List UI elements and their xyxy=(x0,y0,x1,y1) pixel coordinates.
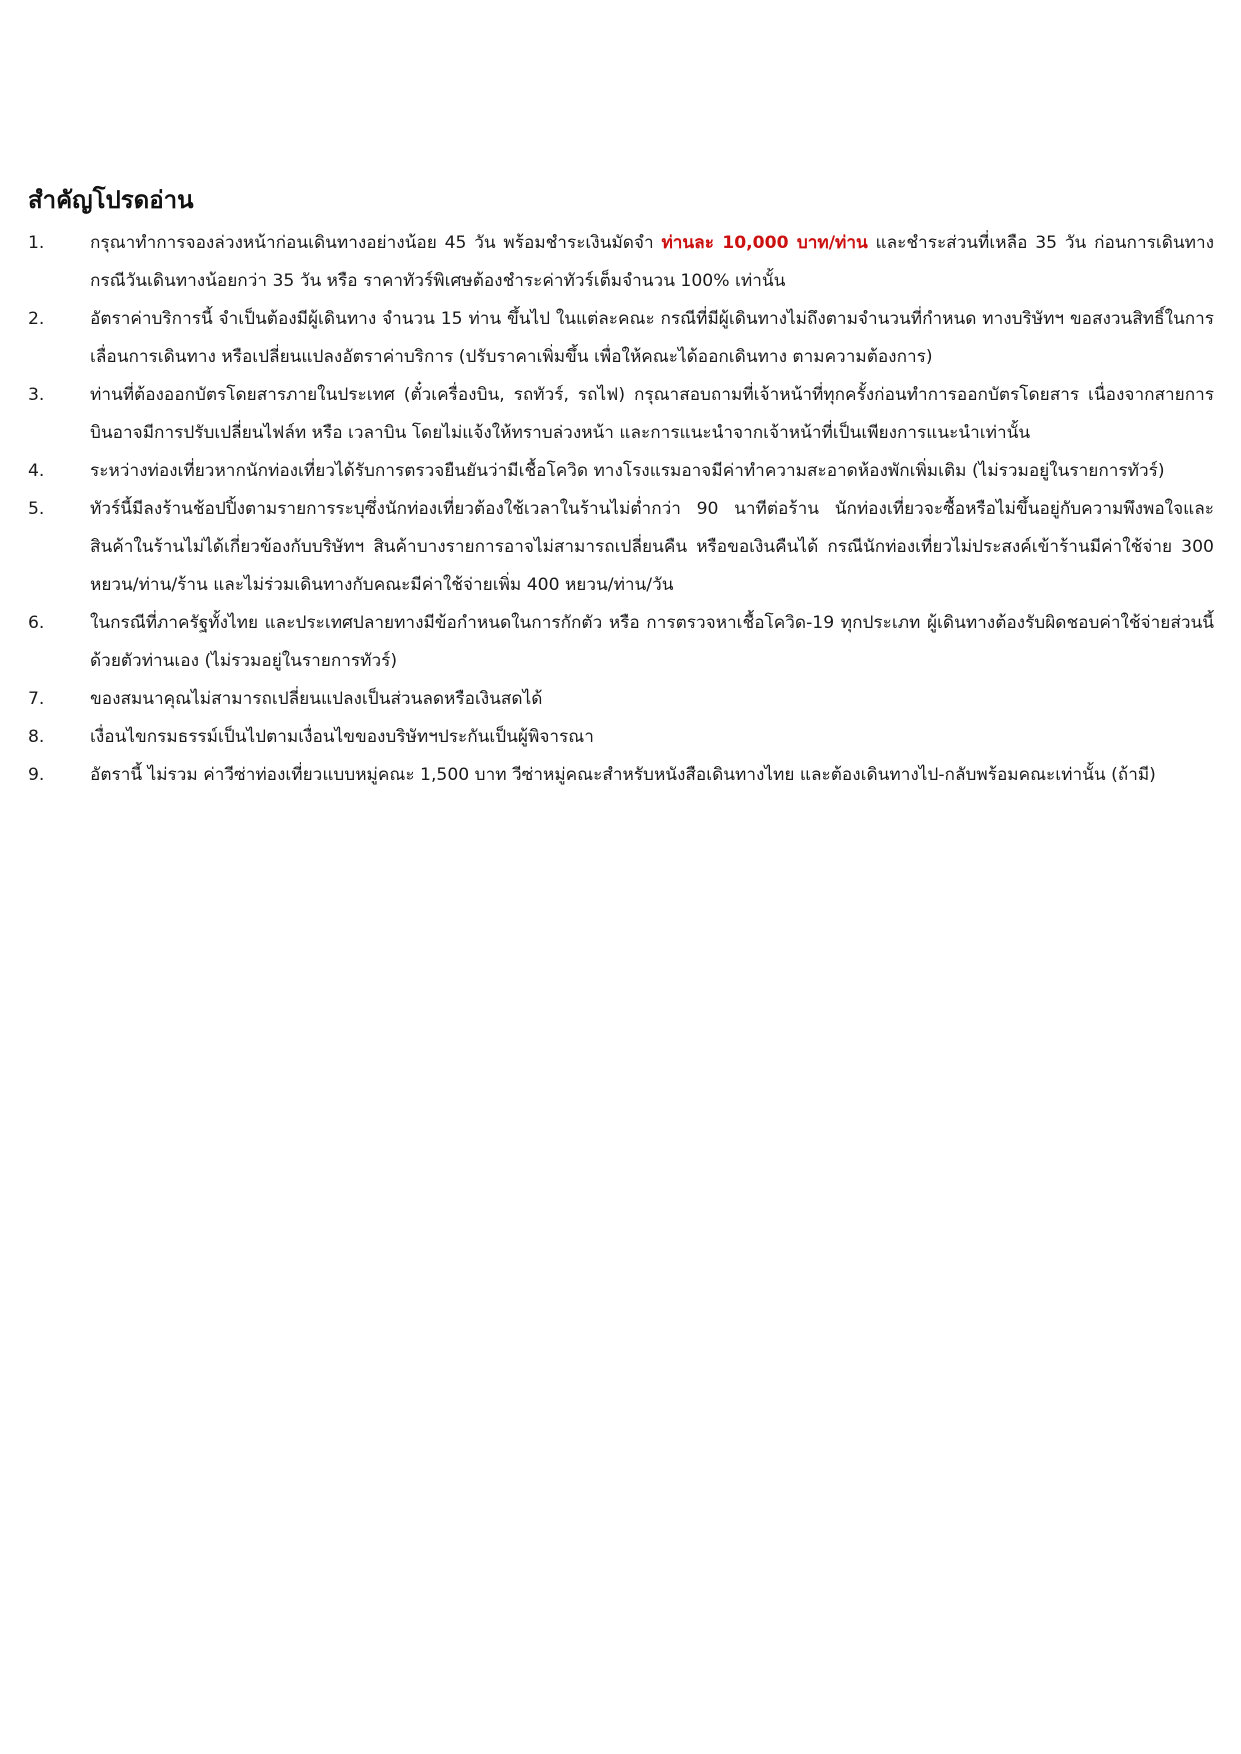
list-item xyxy=(28,452,1214,490)
item-number: 9. xyxy=(28,765,45,785)
item-text: ทัวร์นี้มีลงร้านช้อปปิ้งตามรายการระบุซึ่งนักท่องเที่ยวต้องใช้เวลาในร้านไม่ต่ำกว่า 90 นาทีต่อร้าน นักท่องเที่ยวจะซื้อหรือไม่ขึ้นอยู่กับความพึงพอใจและสินค้าในร้านไม่ได้เกี่ยวข้องกับบริษัทฯ สินค้าบางรายการอาจไม่สามารถเปลี่ยนคืน หรือขอเงินคืนได้ กรณีนักท่องเที่ยวไม่ประสงค์เข้าร้านมีค่าใช้จ่าย 300 หยวน/ท่าน/ร้าน และไม่ร่วมเดินทางกับคณะมีค่าใช้จ่ายเพิ่ม 400 หยวน/ท่าน/วัน xyxy=(90,499,1214,595)
item-number: 7. xyxy=(28,689,45,709)
list-item xyxy=(28,224,1214,300)
item-number: 3. xyxy=(28,385,45,405)
list-item xyxy=(28,756,1214,794)
deposit-highlight: ท่านละ 10,000 บาท/ท่าน xyxy=(661,233,868,253)
item-number: 1. xyxy=(28,233,45,253)
list-item xyxy=(28,376,1214,452)
notes-list xyxy=(28,224,1214,794)
item-number: 6. xyxy=(28,613,45,633)
item-number: 5. xyxy=(28,499,45,519)
item-number: 8. xyxy=(28,727,45,747)
list-item xyxy=(28,680,1214,718)
item-text xyxy=(90,224,1214,300)
item-text: ของสมนาคุณไม่สามารถเปลี่ยนแปลงเป็นส่วนลดหรือเงินสดได้ xyxy=(90,689,543,709)
item-text: อัตราค่าบริการนี้ จำเป็นต้องมีผู้เดินทาง จำนวน 15 ท่าน ขึ้นไป ในแต่ละคณะ กรณีที่มีผู้เดินทางไม่ถึงตามจำนวนที่กำหนด ทางบริษัทฯ ขอสงวนสิทธิ์ในการเลื่อนการเดินทาง หรือเปลี่ยนแปลงอัตราค่าบริการ (ปรับราคาเพิ่มขึ้น เพื่อให้คณะได้ออกเดินทาง ตามความต้องการ) xyxy=(90,309,1214,367)
item-text: ในกรณีที่ภาครัฐทั้งไทย และประเทศปลายทางมีข้อกำหนดในการกักตัว หรือ การตรวจหาเชื้อโควิด-19 ทุกประเภท ผู้เดินทางต้องรับผิดชอบค่าใช้จ่ายส่วนนี้ด้วยตัวท่านเอง (ไม่รวมอยู่ในรายการทัวร์) xyxy=(90,613,1214,671)
item-number: 4. xyxy=(28,461,45,481)
list-item xyxy=(28,718,1214,756)
item-text-start: กรุณาทำการจองล่วงหน้าก่อนเดินทางอย่างน้อย 45 วัน พร้อมชำระเงินมัดจำ xyxy=(90,233,662,253)
item-text: ระหว่างท่องเที่ยวหากนักท่องเที่ยวได้รับการตรวจยืนยันว่ามีเชื้อโควิด ทางโรงแรมอาจมีค่าทำความสะอาดห้องพักเพิ่มเติม (ไม่รวมอยู่ในรายการทัวร์) xyxy=(90,461,1165,481)
item-text: เงื่อนไขกรมธรรม์เป็นไปตามเงื่อนไขของบริษัทฯประกันเป็นผู้พิจารณา xyxy=(90,727,594,747)
list-item xyxy=(28,300,1214,376)
item-number: 2. xyxy=(28,309,45,329)
item-text: อัตรานี้ ไม่รวม ค่าวีซ่าท่องเที่ยวแบบหมู่คณะ 1,500 บาท วีซ่าหมู่คณะสำหรับหนังสือเดินทางไทย และต้องเดินทางไป-กลับพร้อมคณะเท่านั้น (ถ้ามี) xyxy=(90,765,1156,785)
list-item xyxy=(28,490,1214,604)
item-text: ท่านที่ต้องออกบัตรโดยสารภายในประเทศ (ตั๋วเครื่องบิน, รถทัวร์, รถไฟ) กรุณาสอบถามที่เจ้าหน้าที่ทุกครั้งก่อนทำการออกบัตรโดยสาร เนื่องจากสายการบินอาจมีการปรับเปลี่ยนไฟล์ท หรือ เวลาบิน โดยไม่แจ้งให้ทราบล่วงหน้า และการแนะนำจากเจ้าหน้าที่เป็นเพียงการแนะนำเท่านั้น xyxy=(90,385,1214,443)
list-item xyxy=(28,604,1214,680)
section-heading: สำคัญโปรดอ่าน xyxy=(28,186,194,214)
item-text-end: และชำระส่วนที่เหลือ 35 วัน ก่อนการเดินทาง กรณีวันเดินทางน้อยกว่า 35 วัน หรือ ราคาทัวร์พิเศษต้องชำระค่าทัวร์เต็มจำนวน 100% เท่านั้น xyxy=(90,233,1214,291)
